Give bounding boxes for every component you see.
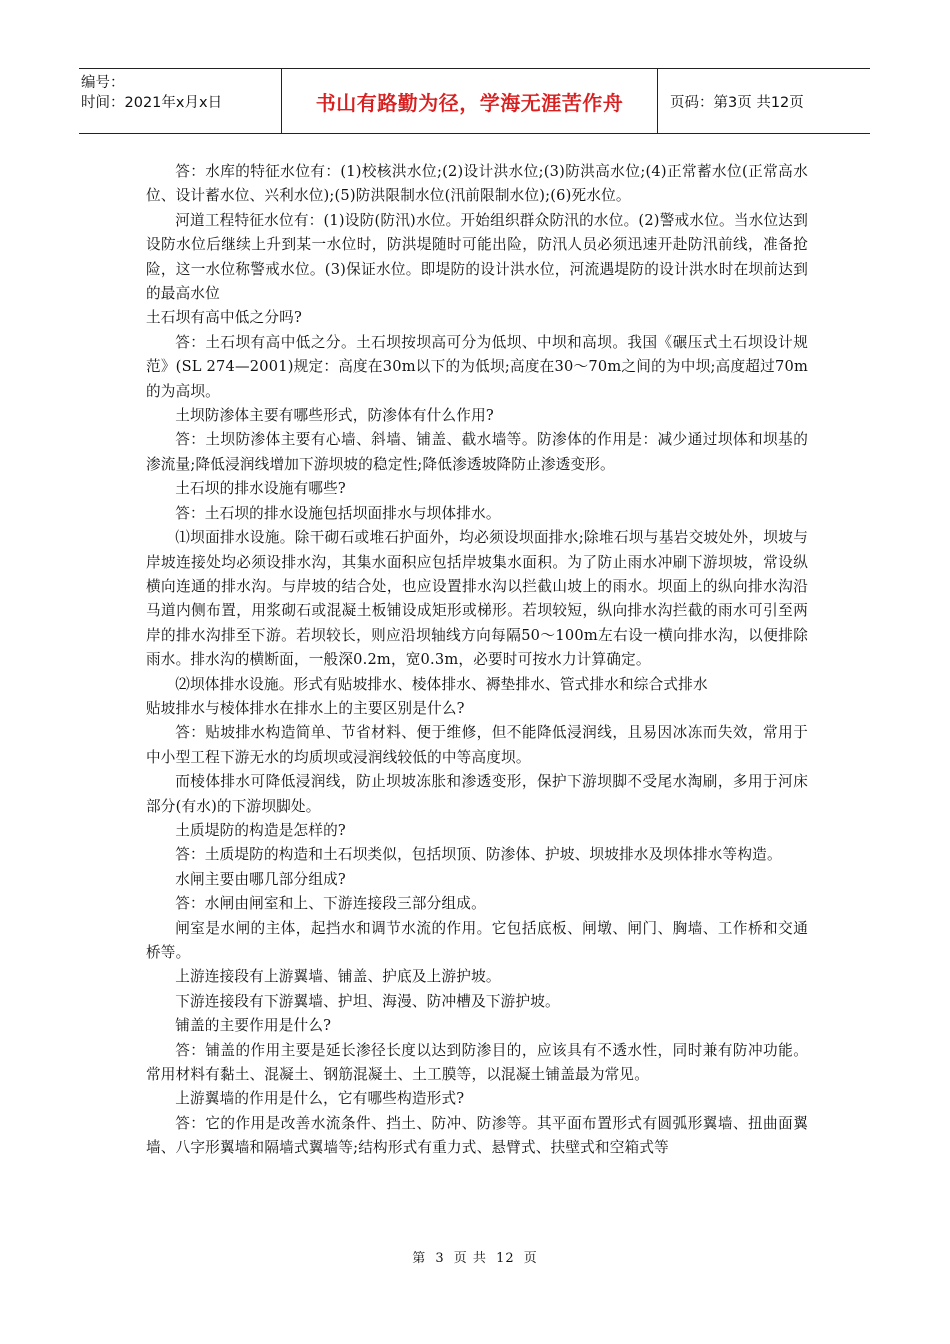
header-page-info: 页码：第3页 共12页 — [670, 94, 804, 111]
footer-middle: 页 共 — [453, 1251, 487, 1266]
body-paragraph: 铺盖的主要作用是什么? — [175, 1017, 332, 1035]
body-paragraph: 下游连接段有下游翼墙、护坦、海漫、防冲槽及下游护坡。 — [175, 992, 560, 1010]
body-paragraph: 答：水闸由闸室和上、下游连接段三部分组成。 — [175, 895, 486, 913]
body-paragraph: 河道工程特征水位有：(1)设防(防汛)水位。开始组织群众防汛的水位。(2)警戒水位。当水位达到设防水位后继续上升到某一水位时，防洪堤随时可能出险，防汛人员必须迅速开赴防汛前线，准备抢险，这一水位称警戒水位。(3)保证水位。即堤防的设计洪水位，河流遇堤防的设计洪水时在坝前达到的最高水位 — [146, 211, 808, 303]
header-motto: 书山有路勤为径，学海无涯苦作舟 — [282, 69, 658, 133]
body-paragraph: 答：铺盖的作用主要是延长渗径长度以达到防渗目的，应该具有不透水性，同时兼有防冲功能。常用材料有黏土、混凝土、钢筋混凝土、土工膜等，以混凝土铺盖最为常见。 — [146, 1041, 808, 1084]
body-paragraph: ⑵坝体排水设施。形式有贴坡排水、棱体排水、褥垫排水、管式排水和综合式排水 — [175, 675, 708, 693]
body-paragraph: 土石坝的排水设施有哪些? — [175, 480, 346, 498]
footer-suffix: 页 — [523, 1251, 538, 1266]
page-footer — [0, 1247, 950, 1266]
body-paragraph: 土坝防渗体主要有哪些形式，防渗体有什么作用? — [175, 407, 494, 425]
body-paragraph: 上游翼墙的作用是什么，它有哪些构造形式? — [175, 1090, 465, 1108]
body-paragraph: 答：土石坝的排水设施包括坝面排水与坝体排水。 — [175, 504, 501, 522]
body-paragraph: 土石坝有高中低之分吗? — [146, 309, 302, 327]
body-paragraph: 闸室是水闸的主体，起挡水和调节水流的作用。它包括底板、闸墩、闸门、胸墙、工作桥和交通桥等。 — [146, 919, 808, 961]
body-paragraph: 答：土石坝有高中低之分。土石坝按坝高可分为低坝、中坝和高坝。我国《碾压式土石坝设计规范》(SL 274—2001)规定：高度在30m以下的为低坝;高度在30～70m之间的为中坝;高度超过70m的为高坝。 — [146, 333, 808, 400]
body-paragraph: ⑴坝面排水设施。除干砌石或堆石护面外，均必须设坝面排水;除堆石坝与基岩交坡处外，坝坡与岸坡连接处均必须设排水沟，其集水面积应包括岸坡集水面积。为了防止雨水冲刷下游坝坡，常设纵横向连通的排水沟。与岸坡的结合处，也应设置排水沟以拦截山坡上的雨水。坝面上的纵向排水沟沿马道内侧布置，用浆砌石或混凝土板铺设成矩形或梯形。若坝较短，纵向排水沟拦截的雨水可引至两岸的排水沟排至下游。若坝较长，则应沿坝轴线方向每隔50～100m左右设一横向排水沟，以便排除雨水。排水沟的横断面，一般深0.2m，宽0.3m，必要时可按水力计算确定。 — [146, 529, 808, 669]
footer-current-page: 3 — [435, 1251, 445, 1266]
body-paragraph: 土质堤防的构造是怎样的? — [175, 821, 346, 839]
body-paragraph: 贴坡排水与棱体排水在排水上的主要区别是什么? — [146, 699, 465, 717]
body-paragraph: 上游连接段有上游翼墙、铺盖、护底及上游护坡。 — [175, 968, 501, 986]
document-number: 编号： — [81, 75, 125, 91]
page-header — [79, 68, 870, 134]
body-paragraph: 答：土坝防渗体主要有心墙、斜墙、铺盖、截水墙等。防渗体的作用是：减少通过坝体和坝基的渗流量;降低浸润线增加下游坝坡的稳定性;降低渗透坡降防止渗透变形。 — [146, 431, 808, 473]
body-paragraph: 答：水库的特征水位有：(1)校核洪水位;(2)设计洪水位;(3)防洪高水位;(4)正常蓄水位(正常高水位、设计蓄水位、兴利水位);(5)防洪限制水位(汛前限制水位);(6)死水位。 — [146, 163, 808, 205]
footer-total-pages: 12 — [496, 1251, 515, 1266]
body-paragraph: 答：土质堤防的构造和土石坝类似，包括坝顶、防渗体、护坡、坝坡排水及坝体排水等构造。 — [175, 846, 782, 864]
footer-prefix: 第 — [412, 1251, 427, 1266]
header-meta-cell — [79, 69, 282, 133]
document-body — [146, 160, 808, 1161]
body-paragraph: 水闸主要由哪几部分组成? — [175, 870, 346, 888]
body-paragraph: 答：它的作用是改善水流条件、挡土、防冲、防渗等。其平面布置形式有圆弧形翼墙、扭曲面翼墙、八字形翼墙和隔墙式翼墙等;结构形式有重力式、悬臂式、扶壁式和空箱式等 — [146, 1114, 808, 1157]
body-paragraph: 而棱体排水可降低浸润线，防止坝坡冻胀和渗透变形，保护下游坝脚不受尾水淘刷，多用于河床部分(有水)的下游坝脚处。 — [146, 773, 808, 815]
document-time: 时间：2021年x月x日 — [81, 95, 223, 111]
body-paragraph: 答：贴坡排水构造简单、节省材料、便于维修，但不能降低浸润线，且易因冰冻而失效，常用于中小型工程下游无水的均质坝或浸润线较低的中等高度坝。 — [146, 724, 808, 766]
